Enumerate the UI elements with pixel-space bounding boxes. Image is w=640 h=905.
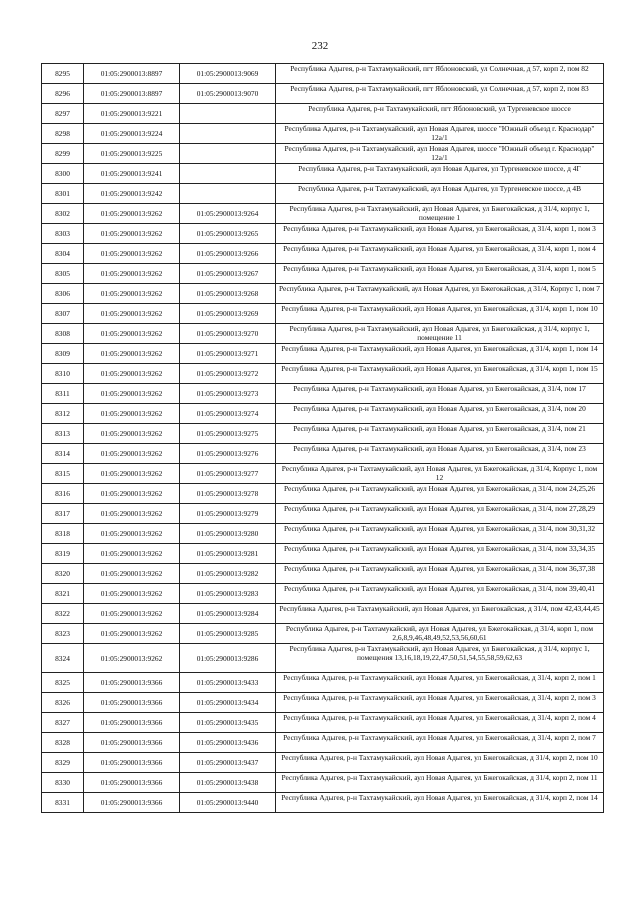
table-row — [42, 404, 604, 424]
table-row — [42, 604, 604, 624]
premises-cadastral-number-cell: 01:05:2900013:9437 — [180, 753, 276, 773]
premises-cadastral-number-cell: 01:05:2900013:9436 — [180, 733, 276, 753]
building-cadastral-number-cell: 01:05:2900013:8897 — [84, 64, 180, 84]
premises-cadastral-number-cell: 01:05:2900013:9070 — [180, 84, 276, 104]
table-row — [42, 624, 604, 644]
building-cadastral-number-cell: 01:05:2900013:9262 — [84, 624, 180, 644]
address-cell: Республика Адыгея, р-н Тахтамукайский, аул Новая Адыгея, ул Бжегокайская, д 31/4, пом 23 — [276, 444, 604, 464]
address-cell: Республика Адыгея, р-н Тахтамукайский, аул Новая Адыгея, ул Бжегокайская, д 31/4, корп 2, пом 3 — [276, 693, 604, 713]
premises-cadastral-number-cell — [180, 144, 276, 164]
page-number: 232 — [311, 40, 329, 52]
row-number-cell: 8309 — [42, 344, 84, 364]
building-cadastral-number-cell: 01:05:2900013:9262 — [84, 284, 180, 304]
building-cadastral-number-cell: 01:05:2900013:9224 — [84, 124, 180, 144]
address-cell: Республика Адыгея, р-н Тахтамукайский, аул Новая Адыгея, шоссе "Южный объезд г. Краснодар" 12а/1 — [276, 144, 604, 164]
building-cadastral-number-cell: 01:05:2900013:9262 — [84, 584, 180, 604]
address-cell: Республика Адыгея, р-н Тахтамукайский, аул Новая Адыгея, ул Бжегокайская, д 31/4, Корпус 1, пом 7 — [276, 284, 604, 304]
row-number-cell: 8321 — [42, 584, 84, 604]
table-row — [42, 324, 604, 344]
row-number-cell: 8326 — [42, 693, 84, 713]
address-cell: Республика Адыгея, р-н Тахтамукайский, аул Новая Адыгея, ул Бжегокайская, д 31/4, корп 2, пом 4 — [276, 713, 604, 733]
premises-cadastral-number-cell: 01:05:2900013:9286 — [180, 644, 276, 673]
premises-cadastral-number-cell: 01:05:2900013:9069 — [180, 64, 276, 84]
address-cell: Республика Адыгея, р-н Тахтамукайский, аул Новая Адыгея, ул Бжегокайская, д 31/4, корпус 1, помещения 13,16,18,19,22,47,50,51,54,55,58,59,62,63 — [276, 644, 604, 673]
row-number-cell: 8299 — [42, 144, 84, 164]
row-number-cell: 8313 — [42, 424, 84, 444]
table-row — [42, 184, 604, 204]
premises-cadastral-number-cell: 01:05:2900013:9277 — [180, 464, 276, 484]
row-number-cell: 8316 — [42, 484, 84, 504]
premises-cadastral-number-cell: 01:05:2900013:9285 — [180, 624, 276, 644]
building-cadastral-number-cell: 01:05:2900013:9225 — [84, 144, 180, 164]
row-number-cell: 8328 — [42, 733, 84, 753]
premises-cadastral-number-cell: 01:05:2900013:9433 — [180, 673, 276, 693]
building-cadastral-number-cell: 01:05:2900013:9262 — [84, 564, 180, 584]
row-number-cell: 8304 — [42, 244, 84, 264]
table-row — [42, 444, 604, 464]
premises-cadastral-number-cell: 01:05:2900013:9267 — [180, 264, 276, 284]
premises-cadastral-number-cell: 01:05:2900013:9269 — [180, 304, 276, 324]
row-number-cell: 8320 — [42, 564, 84, 584]
address-cell: Республика Адыгея, р-н Тахтамукайский, аул Новая Адыгея, ул Бжегокайская, д 31/4, корп 2, пом 10 — [276, 753, 604, 773]
premises-cadastral-number-cell: 01:05:2900013:9434 — [180, 693, 276, 713]
building-cadastral-number-cell: 01:05:2900013:9262 — [84, 364, 180, 384]
row-number-cell: 8295 — [42, 64, 84, 84]
building-cadastral-number-cell: 01:05:2900013:9262 — [84, 604, 180, 624]
table-row — [42, 773, 604, 793]
premises-cadastral-number-cell: 01:05:2900013:9284 — [180, 604, 276, 624]
premises-cadastral-number-cell: 01:05:2900013:9274 — [180, 404, 276, 424]
row-number-cell: 8310 — [42, 364, 84, 384]
row-number-cell: 8319 — [42, 544, 84, 564]
row-number-cell: 8302 — [42, 204, 84, 224]
table-body — [42, 64, 604, 813]
table-row — [42, 284, 604, 304]
property-registry-table — [41, 63, 604, 813]
row-number-cell: 8301 — [42, 184, 84, 204]
address-cell: Республика Адыгея, р-н Тахтамукайский, аул Новая Адыгея, ул Бжегокайская, д 31/4, пом 20 — [276, 404, 604, 424]
building-cadastral-number-cell: 01:05:2900013:9366 — [84, 773, 180, 793]
address-cell: Республика Адыгея, р-н Тахтамукайский, аул Новая Адыгея, ул Бжегокайская, д 31/4, корп 1, пом 4 — [276, 244, 604, 264]
row-number-cell: 8318 — [42, 524, 84, 544]
address-cell: Республика Адыгея, р-н Тахтамукайский, аул Новая Адыгея, ул Бжегокайская, д 31/4, пом 30,31,32 — [276, 524, 604, 544]
row-number-cell: 8330 — [42, 773, 84, 793]
building-cadastral-number-cell: 01:05:2900013:9262 — [84, 304, 180, 324]
table-row — [42, 424, 604, 444]
table-row — [42, 64, 604, 84]
address-cell: Республика Адыгея, р-н Тахтамукайский, аул Новая Адыгея, ул Бжегокайская, д 31/4, корп 1, пом 3 — [276, 224, 604, 244]
row-number-cell: 8312 — [42, 404, 84, 424]
row-number-cell: 8307 — [42, 304, 84, 324]
premises-cadastral-number-cell: 01:05:2900013:9273 — [180, 384, 276, 404]
table-row — [42, 384, 604, 404]
premises-cadastral-number-cell — [180, 184, 276, 204]
premises-cadastral-number-cell: 01:05:2900013:9272 — [180, 364, 276, 384]
address-cell: Республика Адыгея, р-н Тахтамукайский, аул Новая Адыгея, ул Бжегокайская, д 31/4, корп 2, пом 1 — [276, 673, 604, 693]
address-cell: Республика Адыгея, р-н Тахтамукайский, аул Новая Адыгея, ул Бжегокайская, д 31/4, пом 36,37,38 — [276, 564, 604, 584]
building-cadastral-number-cell: 01:05:2900013:9262 — [84, 344, 180, 364]
premises-cadastral-number-cell: 01:05:2900013:9265 — [180, 224, 276, 244]
address-cell: Республика Адыгея, р-н Тахтамукайский, аул Новая Адыгея, ул Бжегокайская, д 31/4, пом 27,28,29 — [276, 504, 604, 524]
building-cadastral-number-cell: 01:05:2900013:9366 — [84, 793, 180, 813]
table-row — [42, 84, 604, 104]
building-cadastral-number-cell: 01:05:2900013:9221 — [84, 104, 180, 124]
premises-cadastral-number-cell: 01:05:2900013:9270 — [180, 324, 276, 344]
row-number-cell: 8324 — [42, 644, 84, 673]
address-cell: Республика Адыгея, р-н Тахтамукайский, аул Новая Адыгея, ул Бжегокайская, д 31/4, пом 21 — [276, 424, 604, 444]
premises-cadastral-number-cell: 01:05:2900013:9264 — [180, 204, 276, 224]
table-row — [42, 104, 604, 124]
address-cell: Республика Адыгея, р-н Тахтамукайский, аул Новая Адыгея, ул Тургеневское шоссе, д 4Г — [276, 164, 604, 184]
premises-cadastral-number-cell: 01:05:2900013:9438 — [180, 773, 276, 793]
building-cadastral-number-cell: 01:05:2900013:9262 — [84, 384, 180, 404]
table-row — [42, 544, 604, 564]
building-cadastral-number-cell: 01:05:2900013:9262 — [84, 264, 180, 284]
address-cell: Республика Адыгея, р-н Тахтамукайский, аул Новая Адыгея, ул Бжегокайская, д 31/4, Корпус 1, пом 12 — [276, 464, 604, 484]
address-cell: Республика Адыгея, р-н Тахтамукайский, аул Новая Адыгея, ул Бжегокайская, д 31/4, корп 2, пом 7 — [276, 733, 604, 753]
address-cell: Республика Адыгея, р-н Тахтамукайский, пгт Яблоновский, ул Тургеневское шоссе — [276, 104, 604, 124]
row-number-cell: 8315 — [42, 464, 84, 484]
address-cell: Республика Адыгея, р-н Тахтамукайский, аул Новая Адыгея, ул Тургеневское шоссе, д 4В — [276, 184, 604, 204]
address-cell: Республика Адыгея, р-н Тахтамукайский, пгт Яблоновский, ул Солнечная, д 57, корп 2, пом 83 — [276, 84, 604, 104]
building-cadastral-number-cell: 01:05:2900013:9242 — [84, 184, 180, 204]
table-row — [42, 733, 604, 753]
address-cell: Республика Адыгея, р-н Тахтамукайский, аул Новая Адыгея, ул Бжегокайская, д 31/4, пом 39,40,41 — [276, 584, 604, 604]
table-row — [42, 164, 604, 184]
row-number-cell: 8306 — [42, 284, 84, 304]
premises-cadastral-number-cell — [180, 164, 276, 184]
table-row — [42, 244, 604, 264]
building-cadastral-number-cell: 01:05:2900013:9262 — [84, 644, 180, 673]
premises-cadastral-number-cell — [180, 124, 276, 144]
table-row — [42, 124, 604, 144]
table-row — [42, 673, 604, 693]
premises-cadastral-number-cell: 01:05:2900013:9280 — [180, 524, 276, 544]
address-cell: Республика Адыгея, р-н Тахтамукайский, аул Новая Адыгея, ул Бжегокайская, д 31/4, корп 1, пом 5 — [276, 264, 604, 284]
row-number-cell: 8322 — [42, 604, 84, 624]
row-number-cell: 8298 — [42, 124, 84, 144]
table-row — [42, 564, 604, 584]
address-cell: Республика Адыгея, р-н Тахтамукайский, аул Новая Адыгея, ул Бжегокайская, д 31/4, корп 1, пом 14 — [276, 344, 604, 364]
building-cadastral-number-cell: 01:05:2900013:9262 — [84, 224, 180, 244]
row-number-cell: 8303 — [42, 224, 84, 244]
building-cadastral-number-cell: 01:05:2900013:9241 — [84, 164, 180, 184]
building-cadastral-number-cell: 01:05:2900013:9262 — [84, 504, 180, 524]
building-cadastral-number-cell: 01:05:2900013:9262 — [84, 404, 180, 424]
building-cadastral-number-cell: 01:05:2900013:9262 — [84, 464, 180, 484]
building-cadastral-number-cell: 01:05:2900013:9366 — [84, 713, 180, 733]
premises-cadastral-number-cell: 01:05:2900013:9275 — [180, 424, 276, 444]
row-number-cell: 8308 — [42, 324, 84, 344]
row-number-cell: 8300 — [42, 164, 84, 184]
table-row — [42, 304, 604, 324]
premises-cadastral-number-cell: 01:05:2900013:9282 — [180, 564, 276, 584]
table-row — [42, 224, 604, 244]
row-number-cell: 8325 — [42, 673, 84, 693]
premises-cadastral-number-cell: 01:05:2900013:9440 — [180, 793, 276, 813]
address-cell: Республика Адыгея, р-н Тахтамукайский, аул Новая Адыгея, ул Бжегокайская, д 31/4, корп 1, пом 10 — [276, 304, 604, 324]
row-number-cell: 8311 — [42, 384, 84, 404]
premises-cadastral-number-cell: 01:05:2900013:9435 — [180, 713, 276, 733]
table-row — [42, 713, 604, 733]
row-number-cell: 8296 — [42, 84, 84, 104]
building-cadastral-number-cell: 01:05:2900013:9262 — [84, 424, 180, 444]
building-cadastral-number-cell: 01:05:2900013:9262 — [84, 544, 180, 564]
table-row — [42, 504, 604, 524]
address-cell: Республика Адыгея, р-н Тахтамукайский, пгт Яблоновский, ул Солнечная, д 57, корп 2, пом 82 — [276, 64, 604, 84]
address-cell: Республика Адыгея, р-н Тахтамукайский, аул Новая Адыгея, ул Бжегокайская, д 31/4, корпус 1, помещение 11 — [276, 324, 604, 344]
address-cell: Республика Адыгея, р-н Тахтамукайский, аул Новая Адыгея, ул Бжегокайская, д 31/4, корп 1, пом 2,6,8,9,46,48,49,52,53,56,60,61 — [276, 624, 604, 644]
address-cell: Республика Адыгея, р-н Тахтамукайский, аул Новая Адыгея, ул Бжегокайская, д 31/4, корп 2, пом 11 — [276, 773, 604, 793]
row-number-cell: 8314 — [42, 444, 84, 464]
premises-cadastral-number-cell: 01:05:2900013:9278 — [180, 484, 276, 504]
building-cadastral-number-cell: 01:05:2900013:9366 — [84, 733, 180, 753]
building-cadastral-number-cell: 01:05:2900013:9366 — [84, 673, 180, 693]
premises-cadastral-number-cell: 01:05:2900013:9268 — [180, 284, 276, 304]
address-cell: Республика Адыгея, р-н Тахтамукайский, аул Новая Адыгея, ул Бжегокайская, д 31/4, корп 1, пом 15 — [276, 364, 604, 384]
table-row — [42, 204, 604, 224]
building-cadastral-number-cell: 01:05:2900013:9366 — [84, 753, 180, 773]
row-number-cell: 8331 — [42, 793, 84, 813]
table-row — [42, 584, 604, 604]
table-row — [42, 264, 604, 284]
premises-cadastral-number-cell — [180, 104, 276, 124]
table-row — [42, 753, 604, 773]
row-number-cell: 8327 — [42, 713, 84, 733]
row-number-cell: 8317 — [42, 504, 84, 524]
address-cell: Республика Адыгея, р-н Тахтамукайский, аул Новая Адыгея, ул Бжегокайская, д 31/4, корпус 1, помещение 1 — [276, 204, 604, 224]
address-cell: Республика Адыгея, р-н Тахтамукайский, аул Новая Адыгея, ул Бжегокайская, д 31/4, пом 33,34,35 — [276, 544, 604, 564]
table-row — [42, 644, 604, 673]
building-cadastral-number-cell: 01:05:2900013:8897 — [84, 84, 180, 104]
premises-cadastral-number-cell: 01:05:2900013:9281 — [180, 544, 276, 564]
table-row — [42, 524, 604, 544]
building-cadastral-number-cell: 01:05:2900013:9262 — [84, 324, 180, 344]
building-cadastral-number-cell: 01:05:2900013:9262 — [84, 244, 180, 264]
row-number-cell: 8329 — [42, 753, 84, 773]
row-number-cell: 8323 — [42, 624, 84, 644]
address-cell: Республика Адыгея, р-н Тахтамукайский, аул Новая Адыгея, ул Бжегокайская, д 31/4, пом 24,25,26 — [276, 484, 604, 504]
address-cell: Республика Адыгея, р-н Тахтамукайский, аул Новая Адыгея, шоссе "Южный объезд г. Краснодар" 12а/1 — [276, 124, 604, 144]
premises-cadastral-number-cell: 01:05:2900013:9276 — [180, 444, 276, 464]
premises-cadastral-number-cell: 01:05:2900013:9266 — [180, 244, 276, 264]
building-cadastral-number-cell: 01:05:2900013:9262 — [84, 524, 180, 544]
table-row — [42, 144, 604, 164]
table-row — [42, 364, 604, 384]
building-cadastral-number-cell: 01:05:2900013:9262 — [84, 484, 180, 504]
table-row — [42, 464, 604, 484]
building-cadastral-number-cell: 01:05:2900013:9366 — [84, 693, 180, 713]
building-cadastral-number-cell: 01:05:2900013:9262 — [84, 204, 180, 224]
premises-cadastral-number-cell: 01:05:2900013:9279 — [180, 504, 276, 524]
table-row — [42, 793, 604, 813]
row-number-cell: 8297 — [42, 104, 84, 124]
address-cell: Республика Адыгея, р-н Тахтамукайский, аул Новая Адыгея, ул Бжегокайская, д 31/4, пом 17 — [276, 384, 604, 404]
table-row — [42, 484, 604, 504]
table-row — [42, 344, 604, 364]
address-cell: Республика Адыгея, р-н Тахтамукайский, аул Новая Адыгея, ул Бжегокайская, д 31/4, корп 2, пом 14 — [276, 793, 604, 813]
table-row — [42, 693, 604, 713]
row-number-cell: 8305 — [42, 264, 84, 284]
address-cell: Республика Адыгея, р-н Тахтамукайский, аул Новая Адыгея, ул Бжегокайская, д 31/4, пом 42,43,44,45 — [276, 604, 604, 624]
building-cadastral-number-cell: 01:05:2900013:9262 — [84, 444, 180, 464]
premises-cadastral-number-cell: 01:05:2900013:9271 — [180, 344, 276, 364]
premises-cadastral-number-cell: 01:05:2900013:9283 — [180, 584, 276, 604]
